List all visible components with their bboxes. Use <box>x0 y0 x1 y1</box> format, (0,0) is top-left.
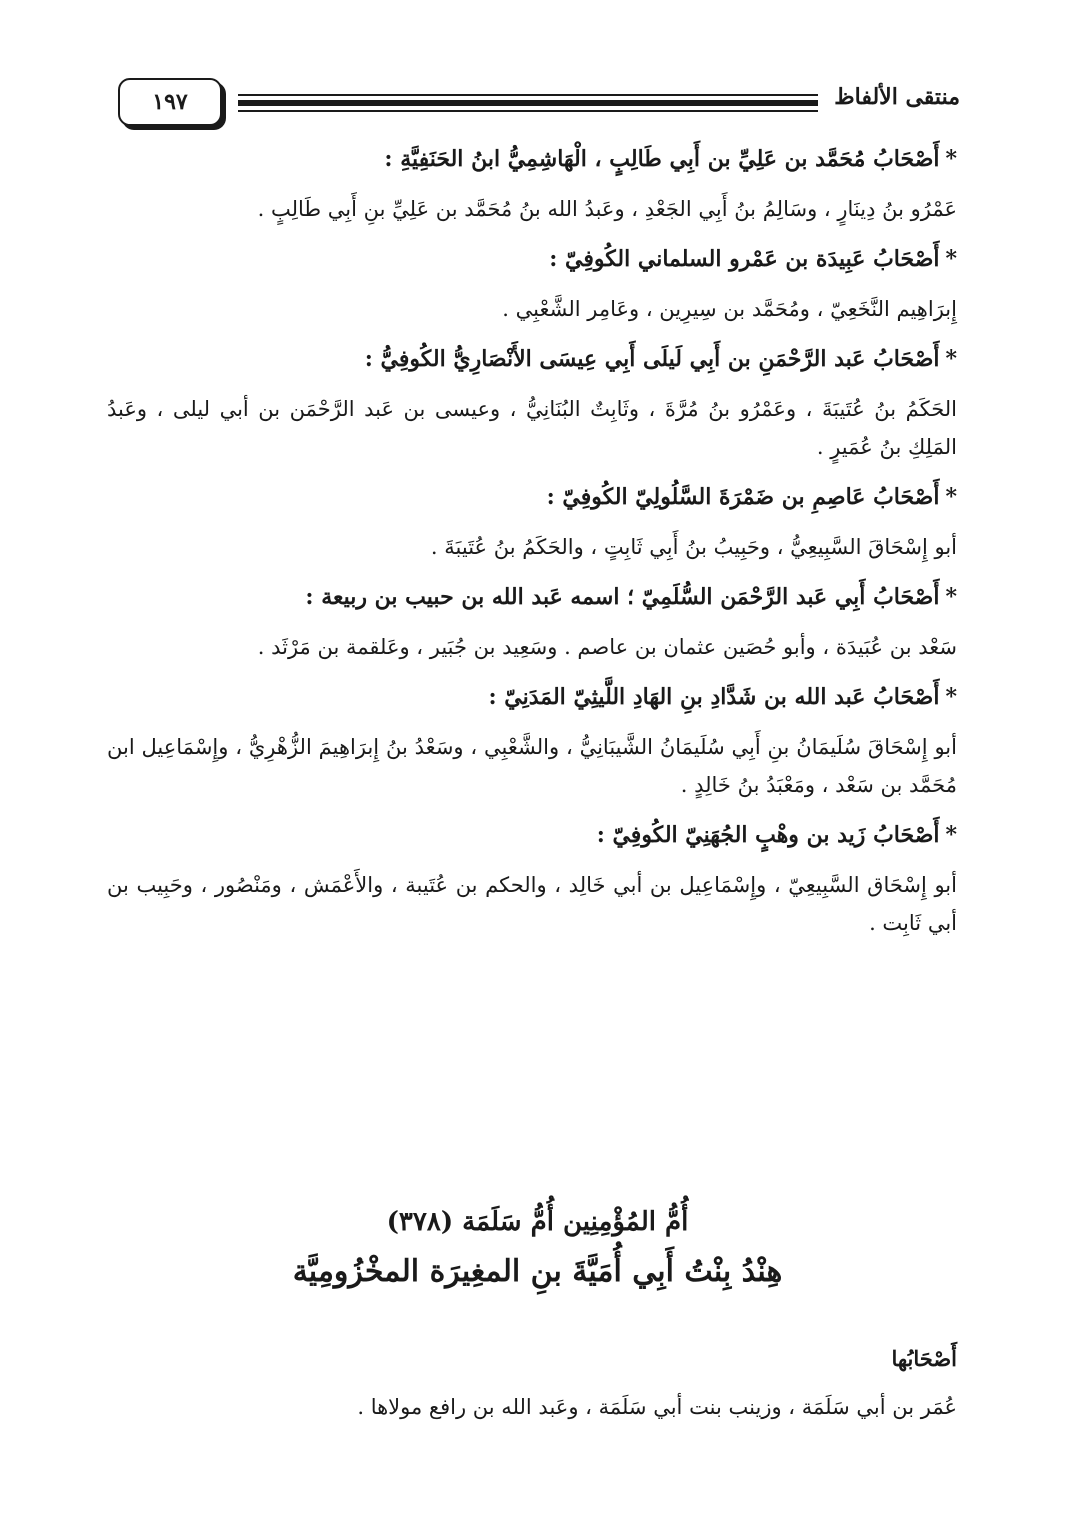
section <box>107 478 957 566</box>
biography-section <box>107 1340 957 1426</box>
asterisk-icon: * <box>945 346 957 372</box>
section-heading: *أَصْحَابُ أَبِي عَبد الرَّحْمَن السُّلَمِيّ ؛ اسمه عَبد الله بن حبيب بن ربيعة : <box>107 578 957 616</box>
asterisk-icon: * <box>945 684 957 710</box>
section-heading: *أَصْحَابُ زَيد بن وهْبٍ الجُهَنِيّ الكُوفِيّ : <box>107 816 957 854</box>
section-heading: *أَصْحَابُ عَبِيدَة بن عَمْرو السلماني الكُوفِيّ : <box>107 240 957 278</box>
running-title: منتقى الألفاظ <box>834 84 960 110</box>
section-body: أبو إِسْحَاقَ سُلَيمَانُ بنِ أَبِي سُلَيمَانُ الشَّيبَانِيُّ ، والشَّعْبِي ، وسَعْدُ بنُ إِبرَاهِيمَ الزُّهْرِيُّ ، وإِسْمَاعِيل ابن مُحَمَّد بن سَعْد ، ومَعْبَدُ بنُ خَالِدٍ . <box>107 735 957 797</box>
page-header <box>110 72 960 132</box>
header-rule <box>238 94 818 96</box>
biography-title-line2: هِنْدُ بِنْتُ أَبِي أُمَيَّةَ بنِ المغِيرَة المخْزُومِيَّة <box>292 1254 783 1289</box>
asterisk-icon: * <box>945 584 957 610</box>
section <box>107 578 957 666</box>
biography-body: عُمَر بن أبي سَلَمَة ، وزينب بنت أبي سَلَمَة ، وعَبد الله بن رافع مولاها . <box>357 1395 957 1419</box>
asterisk-icon: * <box>945 822 957 848</box>
section <box>107 678 957 804</box>
section-body: أبو إِسْحَاق السَّبِيعِيّ ، وإِسْمَاعِيل بن أبي خَالِد ، والحكم بن عُتَيبة ، والأَعْمَش ، ومَنْصُور ، وحَبِيب بن أبي ثَابِت . <box>107 873 957 935</box>
section <box>107 340 957 466</box>
section-body: إِبرَاهِيم النَّخَعِيّ ، ومُحَمَّد بن سِيرِين ، وعَامِر الشَّعْبِي . <box>502 297 957 321</box>
asterisk-icon: * <box>945 146 957 172</box>
content-body <box>107 140 957 954</box>
biography-title-line1: أُمُّ المُؤْمِنِين أُمُّ سَلَمَة (٣٧٨) <box>386 1207 689 1237</box>
page-number-box <box>118 78 222 126</box>
section-body: الحَكَمُ بنُ عُتَيبَةَ ، وعَمْرُو بنُ مُرَّةَ ، وثَابِتٌ البُنَانِيُّ ، وعيسى بن عَبد الرَّحْمَن بن أبي ليلى ، وعَبدُ المَلِكِ بنُ عُمَيرٍ . <box>107 397 957 459</box>
section <box>107 816 957 942</box>
section-body: عَمْرُو بنُ دِينَارٍ ، وسَالِمُ بنُ أَبِي الجَعْدِ ، وعَبدُ الله بنُ مُحَمَّد بن عَلِيِّ بنِ أَبِي طَالِبٍ . <box>257 197 957 221</box>
biography-title <box>0 1200 1075 1300</box>
section <box>107 140 957 228</box>
section-heading: *أَصْحَابُ عَبد الرَّحْمَنِ بن أَبِي لَيلَى أَبِي عِيسَى الأَنْصَارِيُّ الكُوفِيُّ : <box>107 340 957 378</box>
section-body: سَعْد بن عُبَيدَة ، وأبو حُصَين عثمان بن عاصم . وسَعِيد بن جُبَير ، وعَلقمة بن مَرْثَد . <box>257 635 957 659</box>
header-rule <box>238 100 818 106</box>
asterisk-icon: * <box>945 484 957 510</box>
header-rule <box>238 110 818 112</box>
page-number: ١٩٧ <box>152 89 188 115</box>
section-heading: *أَصْحَابُ عَاصِمِ بن ضَمْرَةَ السَّلُولِيّ الكُوفِيّ : <box>107 478 957 516</box>
section-body: أبو إِسْحَاقَ السَّبِيعِيُّ ، وحَبِيبُ بنُ أَبِي ثَابِتٍ ، والحَكَمُ بنُ عُتَيبَةَ . <box>430 535 957 559</box>
biography-label: أَصْحَابُها <box>891 1346 957 1371</box>
section <box>107 240 957 328</box>
section-heading: *أَصْحَابُ عَبد الله بن شَدَّادِ بنِ الهَادِ اللَّيثِيّ المَدَنِيّ : <box>107 678 957 716</box>
section-heading: *أَصْحَابُ مُحَمَّد بن عَلِيِّ بن أَبِي طَالِبٍ ، الْهَاشِمِيُّ ابنُ الحَنَفِيَّةِ : <box>107 140 957 178</box>
asterisk-icon: * <box>945 246 957 272</box>
